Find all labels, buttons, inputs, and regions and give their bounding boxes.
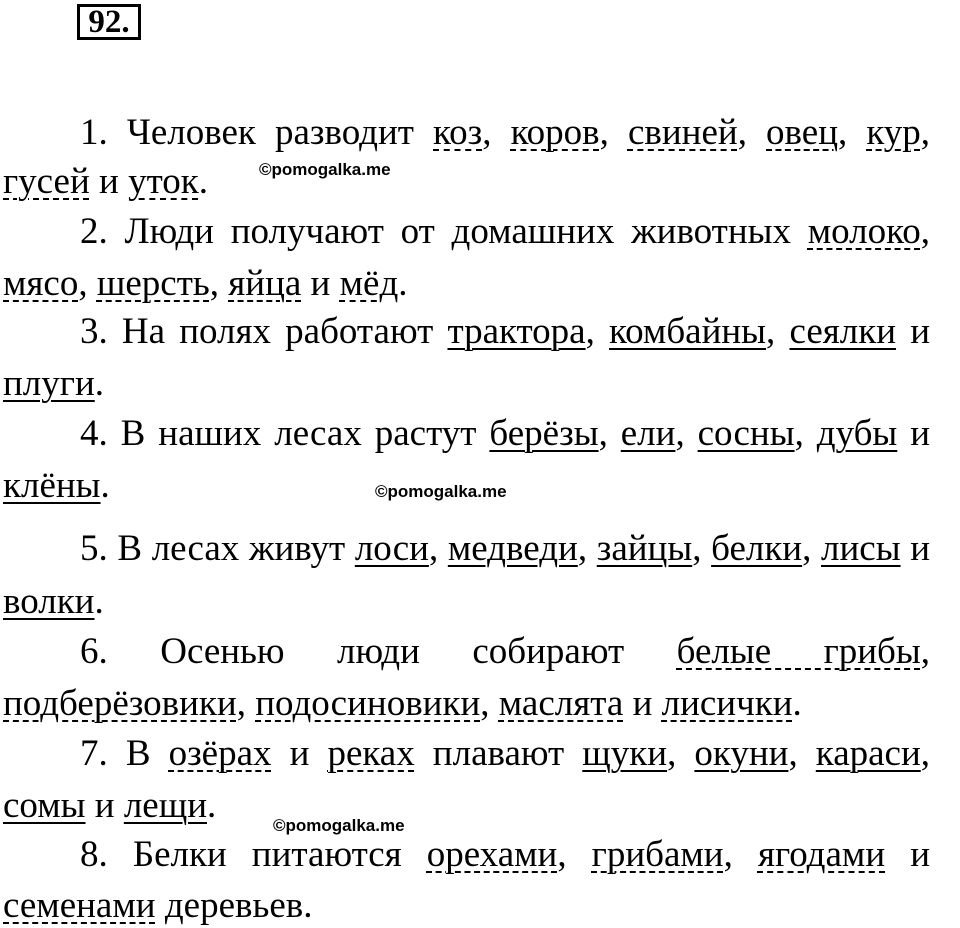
text-fragment: плавают: [414, 733, 583, 774]
sentence-5-line-2: [3, 580, 104, 624]
text-fragment: ,: [557, 834, 592, 875]
subject-word: ели: [620, 413, 676, 454]
object-word: мясо: [3, 263, 79, 304]
object-word: озёрах: [168, 733, 272, 774]
text-fragment: ,: [428, 528, 448, 569]
object-word: мёд: [339, 263, 399, 304]
subject-word: клёны: [3, 465, 101, 506]
object-word: коз: [433, 112, 483, 153]
text-fragment: .: [100, 465, 110, 506]
watermark-3: ©pomogalka.me: [273, 816, 405, 835]
watermark-1: ©pomogalka.me: [259, 160, 391, 179]
text-fragment: ,: [920, 211, 930, 252]
object-word: маслята: [498, 683, 624, 724]
text-fragment: .: [792, 683, 802, 724]
text-fragment: ,: [920, 112, 931, 153]
text-fragment: ,: [802, 528, 822, 569]
text-fragment: 7. В: [80, 733, 169, 774]
text-fragment: 8. Белки питаются: [80, 834, 427, 875]
text-fragment: ,: [838, 112, 867, 153]
text-fragment: 1. Человек разводит: [80, 112, 434, 153]
text-fragment: ,: [236, 683, 256, 724]
object-word: уток: [128, 161, 199, 202]
sentence-2-line-2: [3, 262, 408, 306]
object-word: лисички: [661, 683, 793, 724]
sentence-5-line-1: [80, 527, 930, 571]
sentence-4-line-1: [80, 412, 930, 456]
subject-word: сомы: [3, 785, 86, 826]
object-word: яйца: [228, 263, 302, 304]
object-word: шерсть: [96, 263, 210, 304]
object-word: орехами: [426, 834, 558, 875]
exercise-number-dot: .: [121, 4, 130, 40]
text-fragment: .: [207, 785, 217, 826]
text-fragment: 3. На полях работают: [80, 311, 448, 352]
object-word: подосиновики: [255, 683, 481, 724]
text-fragment: ,: [920, 733, 931, 774]
text-fragment: и: [271, 733, 328, 774]
sentence-8-line-1: [80, 833, 930, 877]
text-fragment: ,: [788, 733, 816, 774]
sentence-4-line-2: [3, 464, 110, 508]
exercise-number: [77, 4, 141, 40]
text-fragment: .: [94, 363, 104, 404]
text-fragment: ,: [480, 683, 499, 724]
text-fragment: .: [198, 161, 209, 202]
subject-word: берёзы: [489, 413, 599, 454]
text-fragment: и: [900, 528, 931, 569]
object-word: подберёзовики: [3, 683, 237, 724]
object-word: молоко: [807, 211, 921, 252]
object-word: гусей: [3, 161, 90, 202]
sentence-8-line-2: [3, 884, 313, 928]
text-fragment: и: [301, 263, 340, 304]
text-fragment: и: [85, 785, 124, 826]
object-word: грибами: [591, 834, 724, 875]
text-fragment: ,: [675, 413, 698, 454]
subject-word: сеялки: [789, 311, 897, 352]
sentence-3-line-1: [80, 310, 930, 354]
sentence-3-line-2: [3, 362, 104, 406]
text-fragment: и: [896, 311, 930, 352]
sentence-6-line-1: [80, 630, 930, 674]
object-word: свиней: [627, 112, 738, 153]
exercise-number-text: 92: [88, 4, 122, 40]
text-fragment: 6. Осенью люди собирают: [80, 631, 677, 672]
subject-word: плуги: [3, 363, 95, 404]
watermark-2: ©pomogalka.me: [375, 482, 507, 501]
text-fragment: деревьев.: [155, 885, 313, 926]
object-word: белые грибы: [676, 631, 921, 672]
text-fragment: 2. Люди получают от домашних животных: [80, 211, 808, 252]
subject-word: волки: [3, 581, 95, 622]
sentence-2-line-1: [80, 210, 930, 254]
text-fragment: ,: [920, 631, 930, 672]
sentence-1-line-2: [3, 160, 208, 204]
text-fragment: ,: [598, 413, 621, 454]
text-fragment: ,: [599, 112, 628, 153]
subject-word: окуни: [694, 733, 789, 774]
subject-word: лисы: [821, 528, 901, 569]
object-word: ягодами: [757, 834, 886, 875]
subject-word: зайцы: [596, 528, 693, 569]
subject-word: щуки: [582, 733, 668, 774]
text-fragment: 5. В лесах живут: [80, 528, 355, 569]
text-fragment: и: [623, 683, 662, 724]
text-fragment: .: [398, 263, 408, 304]
text-fragment: ,: [766, 311, 790, 352]
sentence-7-line-1: [80, 732, 930, 776]
text-fragment: ,: [577, 528, 597, 569]
text-fragment: ,: [209, 263, 229, 304]
text-fragment: ,: [482, 112, 511, 153]
subject-word: трактора: [447, 311, 586, 352]
object-word: овец: [766, 112, 839, 153]
object-word: реках: [327, 733, 415, 774]
text-fragment: ,: [794, 413, 817, 454]
text-fragment: и: [885, 834, 930, 875]
text-fragment: и: [89, 161, 129, 202]
object-word: кур: [866, 112, 921, 153]
subject-word: лоси: [354, 528, 429, 569]
sentence-6-line-2: [3, 682, 802, 726]
text-fragment: .: [94, 581, 104, 622]
sentence-7-line-2: [3, 784, 216, 828]
text-fragment: ,: [667, 733, 695, 774]
text-fragment: ,: [585, 311, 610, 352]
subject-word: лещи: [123, 785, 207, 826]
object-word: коров: [510, 112, 600, 153]
text-fragment: ,: [692, 528, 712, 569]
subject-word: сосны: [697, 413, 795, 454]
sentence-1-line-1: [80, 111, 930, 155]
text-fragment: и: [897, 413, 931, 454]
object-word: семенами: [3, 885, 156, 926]
subject-word: дубы: [816, 413, 898, 454]
text-fragment: ,: [78, 263, 97, 304]
subject-word: медведи: [447, 528, 578, 569]
subject-word: белки: [711, 528, 803, 569]
subject-word: караси: [815, 733, 921, 774]
text-fragment: ,: [723, 834, 758, 875]
text-fragment: 4. В наших лесах растут: [80, 413, 490, 454]
text-fragment: ,: [737, 112, 767, 153]
subject-word: комбайны: [609, 311, 767, 352]
